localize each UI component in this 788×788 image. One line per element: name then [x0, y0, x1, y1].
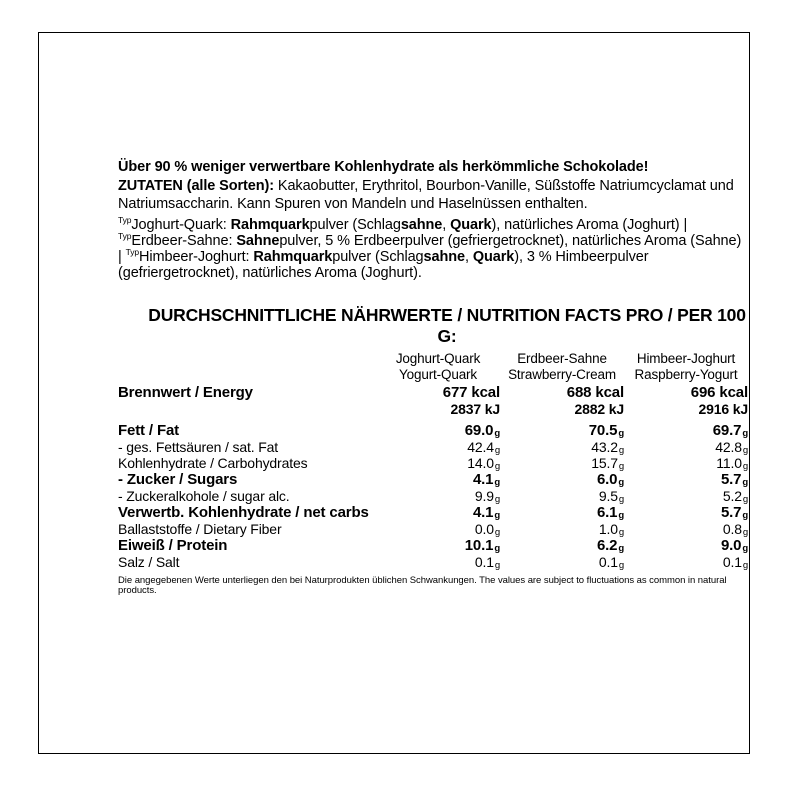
type-marker-3: Typ — [125, 247, 140, 258]
row-label: Kohlenhydrate / Carbohydrates — [118, 454, 308, 471]
unit: g — [618, 493, 624, 505]
row-label: Ballaststoffe / Dietary Fiber — [118, 520, 282, 537]
unit: g — [618, 542, 624, 554]
row-value-1: 0.1g — [474, 553, 500, 571]
row-label — [118, 401, 376, 417]
row-value-3: 42.8g — [715, 438, 748, 456]
unit: g — [494, 444, 500, 456]
unit: g — [494, 493, 500, 505]
row-value-2: 9.5g — [598, 487, 624, 505]
unit: g — [494, 427, 500, 439]
table-row — [118, 382, 748, 401]
row-value-2: 15.7g — [591, 454, 624, 472]
nutrition-title: DURCHSCHNITTLICHE NÄHRWERTE / NUTRITION FACTS PRO / PER 100 G: — [148, 305, 746, 347]
header-spacer-2 — [118, 367, 376, 382]
unit: g — [618, 476, 624, 488]
row-value-3: 9.0g — [720, 536, 748, 554]
table-row — [118, 554, 748, 570]
column-header-2-en: Strawberry-Cream — [508, 366, 616, 382]
nutrition-section — [118, 305, 748, 596]
row-value-3: 5.7g — [720, 503, 748, 521]
row-label: Salz / Salt — [118, 553, 180, 570]
unit: g — [742, 526, 748, 538]
table-row — [118, 504, 748, 521]
unit: g — [494, 559, 500, 571]
column-header-3-de: Himbeer-Joghurt — [636, 351, 736, 367]
table-row — [118, 537, 748, 554]
table-row — [118, 455, 748, 471]
row-value-1: 14.0g — [467, 454, 500, 472]
row-value-1: 4.1g — [472, 470, 500, 488]
unit: g — [742, 476, 748, 488]
unit: g — [618, 427, 624, 439]
unit: g — [618, 444, 624, 456]
unit: g — [742, 460, 748, 472]
column-header-3-en: Raspberry-Yogurt — [634, 366, 738, 382]
row-label: - Zuckeralkohole / sugar alc. — [118, 487, 290, 504]
row-value-1: 4.1g — [472, 503, 500, 521]
row-label: Brennwert / Energy — [118, 383, 253, 401]
unit: g — [618, 460, 624, 472]
row-value-1: 10.1g — [464, 536, 500, 554]
row-value-3: 11.0g — [716, 454, 748, 472]
row-value-2: 6.0g — [596, 470, 624, 488]
unit: g — [494, 509, 500, 521]
unit: g — [742, 444, 748, 456]
unit: g — [742, 542, 748, 554]
unit: g — [618, 559, 624, 571]
label-frame — [38, 32, 750, 754]
ingredients-paragraph — [118, 178, 748, 213]
table-row — [118, 521, 748, 537]
row-label: - ges. Fettsäuren / sat. Fat — [118, 438, 278, 455]
row-label: - Zucker / Sugars — [118, 470, 238, 488]
nutrition-footnote: Die angegebenen Werte unterliegen den bei Naturprodukten üblichen Schwankungen. The values are subject to fluctuations as common in natural products. — [118, 574, 727, 597]
label-content — [118, 158, 748, 597]
unit: g — [618, 509, 624, 521]
type-marker-1: Typ — [118, 214, 132, 225]
row-label: Eiweiß / Protein — [118, 536, 228, 554]
row-value-3: 5.2g — [722, 487, 748, 505]
type-marker-2: Typ — [118, 230, 132, 241]
row-value-3: 0.8g — [722, 520, 748, 538]
row-value-2: 688 kcal — [566, 383, 624, 401]
unit: g — [494, 526, 500, 538]
unit: g — [494, 542, 500, 554]
ingredients-text: Kakaobutter, Erythritol, Bourbon-Vanille, Süßstoffe Natriumcyclamat und Natriumsaccharin. Kann Spuren von Mandeln und Haselnüssen enthalten. — [118, 178, 734, 212]
table-row — [118, 422, 748, 439]
unit: g — [742, 493, 748, 505]
row-value-2: 2882 kJ — [574, 400, 624, 417]
row-label: Fett / Fat — [118, 421, 179, 439]
row-value-3: 2916 kJ — [698, 400, 748, 417]
nutrition-table — [118, 351, 748, 569]
claim-headline: Über 90 % weniger verwertbare Kohlenhydrate als herkömmliche Schokolade! — [118, 159, 649, 175]
row-value-3: 69.7g — [712, 421, 748, 439]
unit: g — [742, 509, 748, 521]
table-row — [118, 488, 748, 504]
row-value-2: 1.0g — [598, 520, 624, 538]
column-header-2-de: Erdbeer-Sahne — [517, 351, 607, 367]
row-value-1: 69.0g — [464, 421, 500, 439]
unit: g — [742, 427, 748, 439]
table-header-de — [118, 351, 748, 366]
unit: g — [494, 460, 500, 472]
table-row — [118, 401, 748, 417]
row-value-1: 9.9g — [474, 487, 500, 505]
column-header-1-de: Joghurt-Quark — [395, 351, 481, 367]
unit: g — [742, 559, 748, 571]
table-row — [118, 439, 748, 455]
table-header-en — [118, 367, 748, 382]
variant-ingredients-paragraph: $^{Typ}$Joghurt-Quark: Rahmquarkpulver (Schlagsahne, Quark), natürliches Aroma (Joghurt) | $^{Typ}$Erdbeer-Sahne: Sahnepulver, 5 % Erdbeerpulver (gefriergetrocknet), natürliches Aroma (Sahne) | $^{Typ}$Himbeer-Joghurt: Rahmquarkpulver (Schlagsahne, Quark), 3 % Himbeerpulver (gefriergetrocknet), natürliches Aroma (Joghurt). — [118, 214, 742, 282]
row-value-1: 42.4g — [467, 438, 500, 456]
header-spacer — [118, 351, 376, 366]
row-value-2: 6.1g — [596, 503, 624, 521]
row-value-1: 0.0g — [474, 520, 500, 538]
row-value-1: 677 kcal — [442, 383, 500, 401]
row-value-2: 43.2g — [591, 438, 624, 456]
row-value-3: 696 kcal — [690, 383, 748, 401]
row-value-3: 5.7g — [720, 470, 748, 488]
column-header-1-en: Yogurt-Quark — [399, 366, 477, 382]
row-value-2: 6.2g — [596, 536, 624, 554]
row-value-3: 0.1g — [722, 553, 748, 571]
row-value-2: 70.5g — [588, 421, 624, 439]
table-row — [118, 471, 748, 488]
row-value-1: 2837 kJ — [450, 400, 500, 417]
row-label: Verwertb. Kohlenhydrate / net carbs — [118, 503, 369, 521]
ingredients-label: ZUTATEN (alle Sorten): — [118, 178, 274, 195]
unit: g — [494, 476, 500, 488]
row-value-2: 0.1g — [598, 553, 624, 571]
unit: g — [618, 526, 624, 538]
